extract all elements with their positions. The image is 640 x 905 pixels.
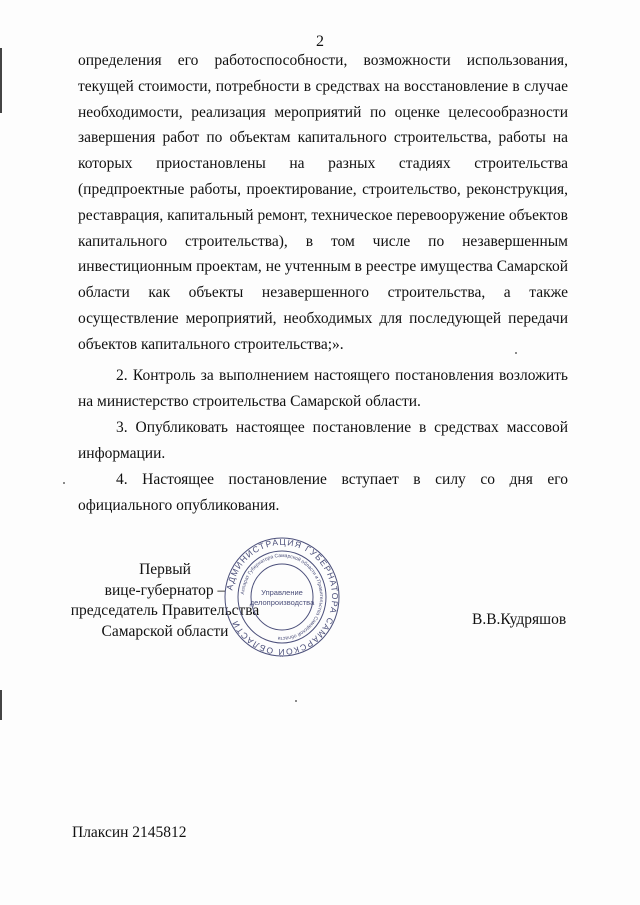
official-stamp: [222, 535, 342, 660]
scan-speck: [515, 352, 517, 354]
signatory-title-line-1: Первый: [139, 561, 191, 578]
stamp-outer-text: АДМИНИСТРАЦИЯ ГУБЕРНАТОРА САМАРСКОЙ ОБЛАСТИ: [224, 536, 341, 658]
scan-speck: [63, 482, 65, 484]
stamp-center-line-2: делопроизводства: [249, 598, 315, 607]
paragraph-2-control: 2. Контроль за выполнением настоящего постановления возложить на министерство строительства Самарской области.: [78, 367, 568, 410]
paragraph-3-publish: 3. Опубликовать настоящее постановление в средствах массовой информации.: [78, 419, 568, 462]
stamp-inner-text: Аппарат Губернатора Самарской области и Правительства Самарской области: [240, 552, 325, 642]
stamp-seal-icon: [222, 535, 342, 660]
scan-speck: [295, 700, 297, 702]
paragraph-4-effective: 4. Настоящее постановление вступает в силу со дня его официального опубликования.: [78, 471, 568, 514]
scan-edge-mark: [0, 690, 2, 720]
signatory-title-line-3: председатель Правительства: [70, 602, 260, 619]
paragraph-continuation: определения его работоспособности, возможности использования, текущей стоимости, потребности в средствах на восстановление в случае необходимости, реализация мероприятий по оценке целесообразности завершения работ по объектам капитального строительства, работы на которых приостановлены на разных стадиях строительства (предпроектные работы, проектирование, строительство, реконструкция, реставрация, капитальный ремонт, техническое перевооружение объектов капитального строительства), в том числе по незавершенным инвестиционным проектам, не учтенным в реестре имущества Самарской области как объекты незавершенного строительства, а также осуществление мероприятий, необходимых для последующей передачи объектов капитального строительства;».: [78, 52, 568, 353]
signatory-title-line-4: Самарской области: [101, 622, 229, 640]
executor-contact: Плаксин 2145812: [72, 824, 187, 841]
scan-edge-mark: [0, 48, 2, 113]
stamp-center-line-1: Управление: [261, 588, 303, 597]
page-number: 2: [316, 33, 324, 50]
signatory-name: В.В.Кудряшов: [472, 611, 567, 628]
signatory-title-line-2: вице-губернатор –: [104, 581, 226, 599]
